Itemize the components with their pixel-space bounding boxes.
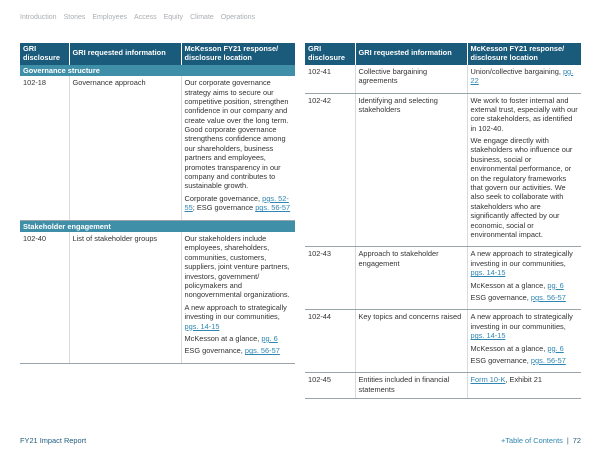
response-label: ; ESG governance bbox=[192, 203, 256, 213]
page-link[interactable]: pgs. 56-57 bbox=[530, 355, 566, 365]
page-link[interactable]: pg. 6 bbox=[547, 343, 564, 353]
header-response-location: McKesson FY21 response/ disclosure location bbox=[181, 43, 295, 65]
footer-right bbox=[501, 436, 581, 445]
requested-information: Approach to stakeholder engagement bbox=[355, 247, 467, 310]
requested-information: Key topics and concerns raised bbox=[355, 310, 467, 373]
disclosure-id: 102-41 bbox=[305, 65, 355, 93]
response-cell bbox=[467, 310, 581, 373]
disclosure-id: 102-44 bbox=[305, 310, 355, 373]
header-gri-requested-information: GRI requested information bbox=[355, 43, 467, 65]
response-cell bbox=[467, 93, 581, 247]
response-text: Our stakeholders include employees, shareholders, communities, customers, suppliers, joint venture partners, investors, government/ policymakers and nongovernmental organizations. bbox=[184, 234, 290, 300]
response-label: Union/collective bargaining, bbox=[470, 66, 563, 76]
response-cell bbox=[467, 373, 581, 399]
response-text bbox=[471, 375, 579, 384]
requested-information: Governance approach bbox=[69, 76, 181, 220]
table-of-contents-link[interactable]: +Table of Contents bbox=[501, 436, 563, 445]
gri-table-left bbox=[20, 43, 295, 364]
table-row bbox=[20, 232, 295, 363]
page-link[interactable]: pgs. 52-55 bbox=[184, 193, 289, 213]
response-text bbox=[185, 334, 293, 343]
response-cell bbox=[181, 232, 295, 363]
table-row bbox=[305, 93, 581, 247]
response-label: McKesson at a glance, bbox=[470, 343, 548, 353]
requested-information: List of stakeholder groups bbox=[69, 232, 181, 363]
table-row bbox=[305, 310, 581, 373]
response-label: Corporate governance, bbox=[184, 193, 263, 203]
page-link[interactable]: pgs. 14-15 bbox=[470, 268, 506, 278]
response-text: We engage directly with stakeholders who influence our business, social or environmental performance, or on the regulatory frameworks that govern our activities. We also seek to collaborate with stakeholders who are significantly affected by our economic, social or environmental impact. bbox=[470, 136, 573, 239]
table-row bbox=[305, 65, 581, 93]
table-header-row bbox=[20, 43, 295, 65]
response-cell bbox=[467, 247, 581, 310]
response-label: , Exhibit 21 bbox=[505, 375, 542, 385]
table-row bbox=[305, 373, 581, 399]
nav-employees[interactable]: Employees bbox=[92, 14, 128, 21]
disclosure-id: 102-45 bbox=[305, 373, 355, 399]
response-cell bbox=[181, 76, 295, 220]
disclosure-id: 102-40 bbox=[20, 232, 69, 363]
page-link[interactable]: pg. 6 bbox=[547, 280, 564, 290]
response-text bbox=[471, 312, 579, 340]
disclosure-id: 102-43 bbox=[305, 247, 355, 310]
section-governance-structure: Governance structure bbox=[20, 65, 295, 76]
page-link[interactable]: pgs. 56-57 bbox=[244, 346, 280, 356]
nav-access[interactable]: Access bbox=[134, 14, 157, 21]
response-label: A new approach to strategically investing in our communities, bbox=[470, 312, 573, 331]
response-label: ESG governance, bbox=[184, 346, 245, 356]
requested-information: Identifying and selecting stakeholders bbox=[355, 93, 467, 247]
response-text: We work to foster internal and external trust, especially with our core stakeholders, as identified in 102-40. bbox=[470, 95, 578, 133]
page-number: 72 bbox=[572, 436, 581, 445]
section-row bbox=[20, 65, 295, 76]
nav-climate[interactable]: Climate bbox=[190, 14, 214, 21]
table-row bbox=[20, 76, 295, 220]
requested-information: Collective bargaining agreements bbox=[355, 65, 467, 93]
response-text bbox=[185, 346, 293, 355]
nav-operations[interactable]: Operations bbox=[220, 14, 256, 21]
response-text bbox=[185, 303, 293, 331]
response-label: McKesson at a glance, bbox=[184, 333, 262, 343]
response-label: ESG governance, bbox=[470, 355, 531, 365]
response-text bbox=[185, 194, 293, 213]
disclosure-id: 102-18 bbox=[20, 76, 69, 220]
response-text bbox=[471, 249, 579, 277]
form-10k-link[interactable]: Form 10-K bbox=[470, 375, 506, 385]
section-row bbox=[20, 220, 295, 232]
page-link[interactable]: pgs. 56-57 bbox=[530, 292, 566, 302]
header-gri-requested-information: GRI requested information bbox=[69, 43, 181, 65]
requested-information: Entities included in financial statements bbox=[355, 373, 467, 399]
response-text bbox=[471, 356, 579, 365]
response-label: ESG governance, bbox=[470, 292, 531, 302]
header-response-location: McKesson FY21 response/ disclosure location bbox=[467, 43, 581, 65]
nav-equity[interactable]: Equity bbox=[163, 14, 184, 21]
page-link[interactable]: pgs. 14-15 bbox=[184, 321, 220, 331]
header-gri-disclosure: GRI disclosure bbox=[305, 43, 355, 65]
nav-stories[interactable]: Stories bbox=[63, 14, 86, 21]
response-text bbox=[471, 293, 579, 302]
table-row bbox=[305, 247, 581, 310]
response-cell bbox=[467, 65, 581, 93]
response-text bbox=[471, 281, 579, 290]
disclosure-id: 102-42 bbox=[305, 93, 355, 247]
response-label: McKesson at a glance, bbox=[470, 280, 548, 290]
response-text: Our corporate governance strategy aims to secure our competitive position, strengthen confidence in our company and create value over the long term. Good corporate governance strengthens confidence among our shareholders, business partners and employees, promotes transparency in our company and contributes to sustainable growth. bbox=[184, 78, 289, 191]
header-gri-disclosure: GRI disclosure bbox=[20, 43, 69, 65]
section-stakeholder-engagement: Stakeholder engagement bbox=[20, 220, 295, 232]
footer-report-title: FY21 Impact Report bbox=[20, 436, 87, 445]
response-label: A new approach to strategically investing in our communities, bbox=[184, 302, 287, 322]
top-navigation bbox=[20, 14, 255, 21]
gri-table-right bbox=[305, 43, 581, 399]
nav-introduction[interactable]: Introduction bbox=[20, 14, 57, 21]
page-link[interactable]: pg. 22 bbox=[470, 66, 574, 86]
response-label: A new approach to strategically investing in our communities, bbox=[470, 249, 573, 268]
response-text bbox=[471, 67, 579, 86]
page-link[interactable]: pgs. 56-57 bbox=[255, 203, 291, 213]
page-link[interactable]: pg. 6 bbox=[261, 333, 278, 343]
table-header-row bbox=[305, 43, 581, 65]
response-text bbox=[471, 344, 579, 353]
footer-separator: | bbox=[566, 436, 569, 445]
page-link[interactable]: pgs. 14-15 bbox=[470, 331, 506, 341]
